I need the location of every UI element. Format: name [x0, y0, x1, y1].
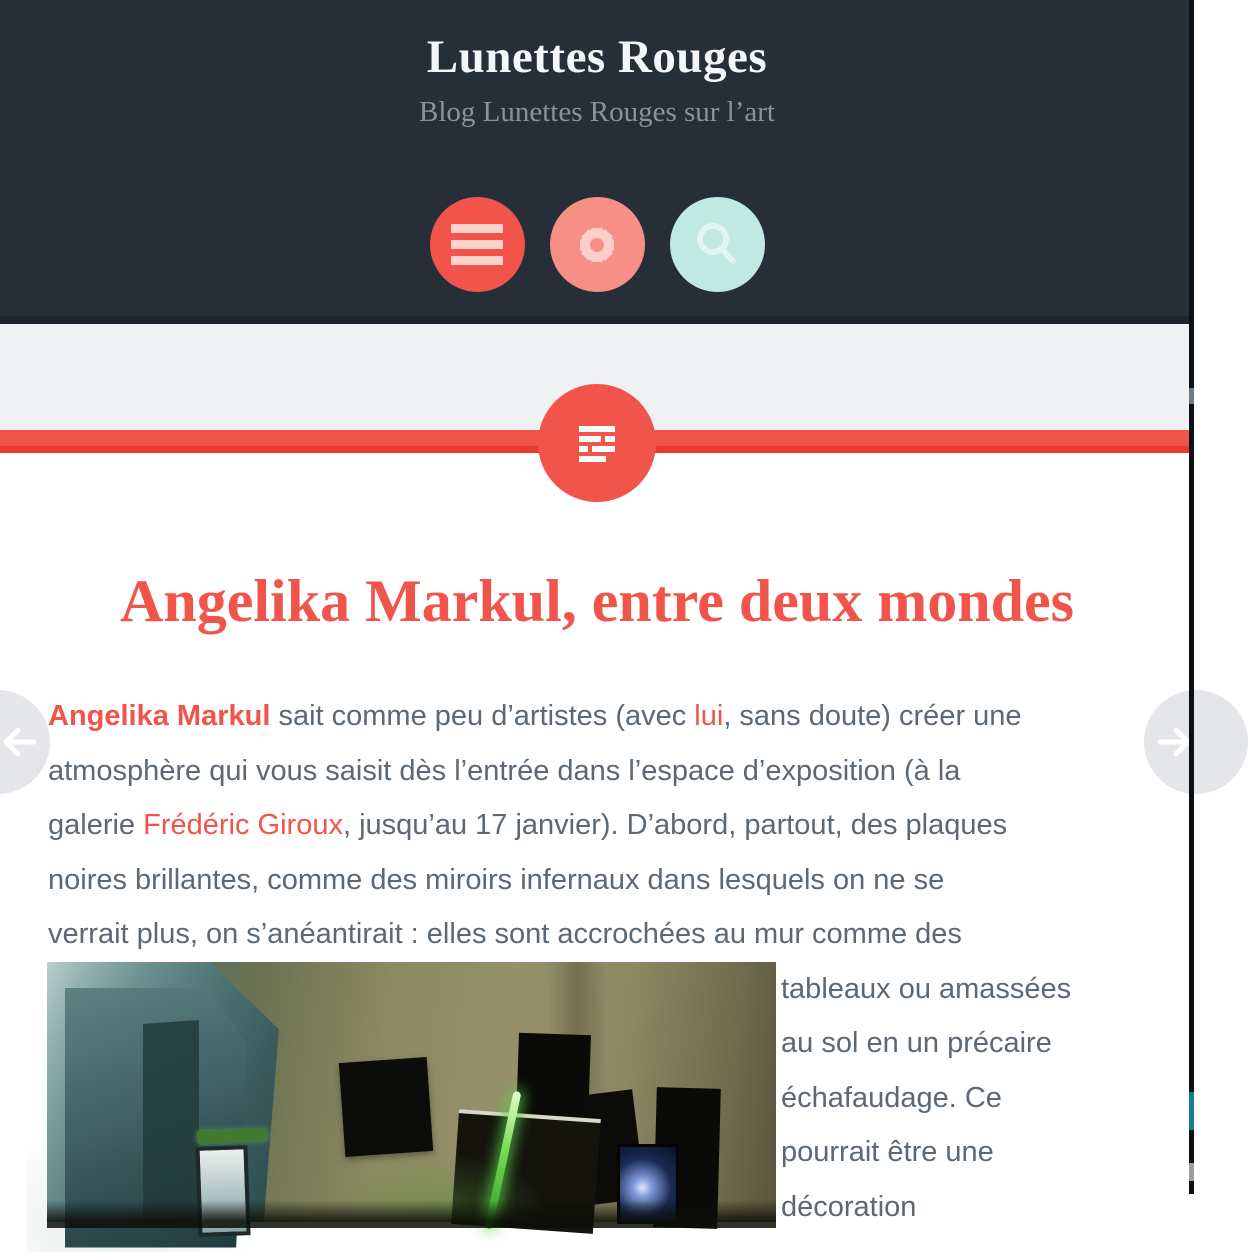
header-bottom-strip [0, 316, 1194, 324]
edge-strip-segment [1189, 1163, 1194, 1181]
text-segment: sait comme peu d’artistes (avec [270, 700, 695, 732]
edge-strip-segment [1189, 388, 1194, 404]
text-segment: , sans doute) créer une [723, 700, 1022, 732]
site-header [0, 0, 1194, 316]
paragraph-line [781, 1071, 1153, 1126]
post-title[interactable]: Angelika Markul, entre deux mondes [120, 568, 1074, 634]
post-wrap-row [0, 962, 1194, 1235]
post-format-badge[interactable] [538, 384, 656, 502]
text-segment: échafaudage. Ce [781, 1081, 1002, 1114]
text-segment: Angelika Markul [48, 700, 271, 732]
paragraph-line [781, 1016, 1153, 1071]
site-subtitle: Blog Lunettes Rouges sur l’art [418, 96, 775, 128]
text-segment: au sol en un précaire [781, 1027, 1052, 1059]
article [0, 453, 1194, 1234]
right-edge-strip [1189, 0, 1194, 1194]
article-lines-icon [573, 421, 621, 465]
paragraph-line [781, 1180, 1153, 1235]
paragraph-line [48, 907, 1146, 962]
post-intro [0, 689, 1194, 962]
next-post-button[interactable] [1144, 690, 1248, 794]
text-segment: décoration [781, 1190, 917, 1223]
paragraph-line [48, 853, 1146, 908]
paragraph-line [781, 962, 1153, 1017]
arrow-left-icon [0, 722, 40, 762]
image-layer [47, 1200, 776, 1228]
magnifier-icon [690, 218, 744, 272]
image-layer [143, 1020, 199, 1224]
paragraph-line [48, 689, 1146, 744]
image-layer [339, 1057, 433, 1157]
text-segment: noires brillantes, comme des miroirs infernaux dans lesquels on ne se [48, 863, 945, 896]
text-segment: tableaux ou amassées [781, 972, 1072, 1005]
article-image[interactable] [47, 962, 776, 1222]
paragraph-line [781, 1125, 1153, 1180]
post-intro-wrap [781, 962, 1153, 1235]
text-segment: , jusqu’au 17 janvier). D’abord, partout, des plaques [342, 809, 1008, 841]
text-segment: pourrait être une [781, 1136, 994, 1168]
paragraph-line [48, 744, 1146, 799]
text-segment: galerie [48, 809, 144, 841]
menu-button[interactable] [430, 197, 525, 292]
inline-link[interactable]: lui [694, 700, 724, 732]
hamburger-icon [451, 217, 503, 272]
site-title[interactable]: Lunettes Rouges [426, 31, 768, 83]
paragraph-line [48, 798, 1146, 853]
text-segment: verrait plus, on s’anéantirait : elles sont accrochées au mur comme des [48, 918, 962, 950]
image-layer [197, 1128, 267, 1142]
edge-strip-segment [1189, 1092, 1194, 1130]
settings-button[interactable] [550, 197, 645, 292]
inline-link[interactable]: Frédéric Giroux [143, 809, 343, 841]
header-button-row [0, 197, 1194, 292]
gear-icon [568, 216, 626, 274]
search-button[interactable] [670, 197, 765, 292]
arrow-right-icon [1154, 722, 1194, 762]
text-segment: atmosphère qui vous saisit dès l’entrée dans l’espace d’exposition (à la [48, 754, 961, 787]
